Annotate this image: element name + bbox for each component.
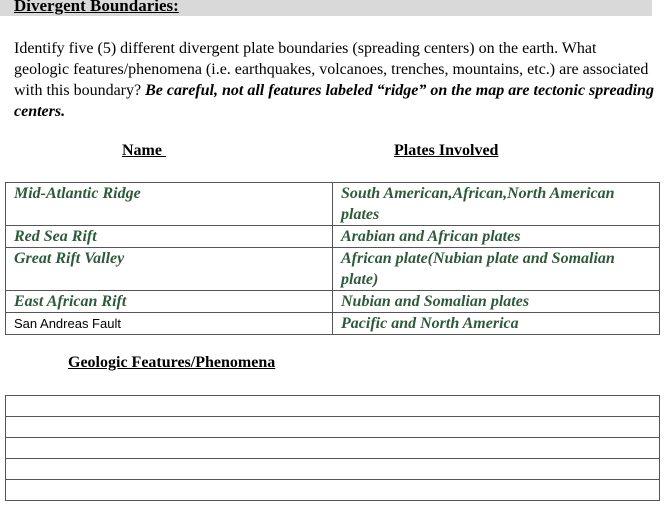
table-row xyxy=(6,396,660,417)
table-row xyxy=(6,480,660,501)
boundary-plates[interactable]: Arabian and African plates xyxy=(333,226,660,248)
table-row xyxy=(6,459,660,480)
boundary-name[interactable]: Mid-Atlantic Ridge xyxy=(6,183,333,226)
features-table xyxy=(5,395,660,501)
instructions xyxy=(14,38,654,122)
section-heading: Divergent Boundaries: xyxy=(14,0,179,15)
table-row xyxy=(6,226,660,248)
feature-cell[interactable] xyxy=(6,417,660,438)
table-row xyxy=(6,183,660,226)
boundary-plates[interactable]: Nubian and Somalian plates xyxy=(333,291,660,313)
boundaries-table xyxy=(5,182,660,335)
column-header-plates: Plates Involved xyxy=(394,142,499,159)
boundary-plates[interactable]: African plate(Nubian plate and Somalian plate) xyxy=(333,248,660,291)
feature-cell[interactable] xyxy=(6,438,660,459)
boundary-name[interactable]: Great Rift Valley xyxy=(6,248,333,291)
boundary-plates[interactable]: South American,African,North American plates xyxy=(333,183,660,226)
table-row xyxy=(6,417,660,438)
boundary-name[interactable]: San Andreas Fault xyxy=(6,313,333,335)
feature-cell[interactable] xyxy=(6,480,660,501)
column-header-name: Name xyxy=(122,142,166,159)
table-row xyxy=(6,313,660,335)
table-row xyxy=(6,291,660,313)
table-row xyxy=(6,248,660,291)
boundary-plates[interactable]: Pacific and North America xyxy=(333,313,660,335)
boundary-name[interactable]: Red Sea Rift xyxy=(6,226,333,248)
features-heading: Geologic Features/Phenomena xyxy=(68,354,276,371)
boundary-name[interactable]: East African Rift xyxy=(6,291,333,313)
feature-cell[interactable] xyxy=(6,459,660,480)
table-row xyxy=(6,438,660,459)
feature-cell[interactable] xyxy=(6,396,660,417)
instructions-emphasis: Be careful, not all features labeled “ridge” on the map are tectonic spreading centers. xyxy=(14,82,654,120)
instructions-text: Identify five (5) different divergent plate boundaries (spreading centers) on the earth. What geologic features/phenomena (i.e. earthquakes, volcanoes, trenches, mountains, etc.) are associated with this boundary? xyxy=(14,40,649,99)
